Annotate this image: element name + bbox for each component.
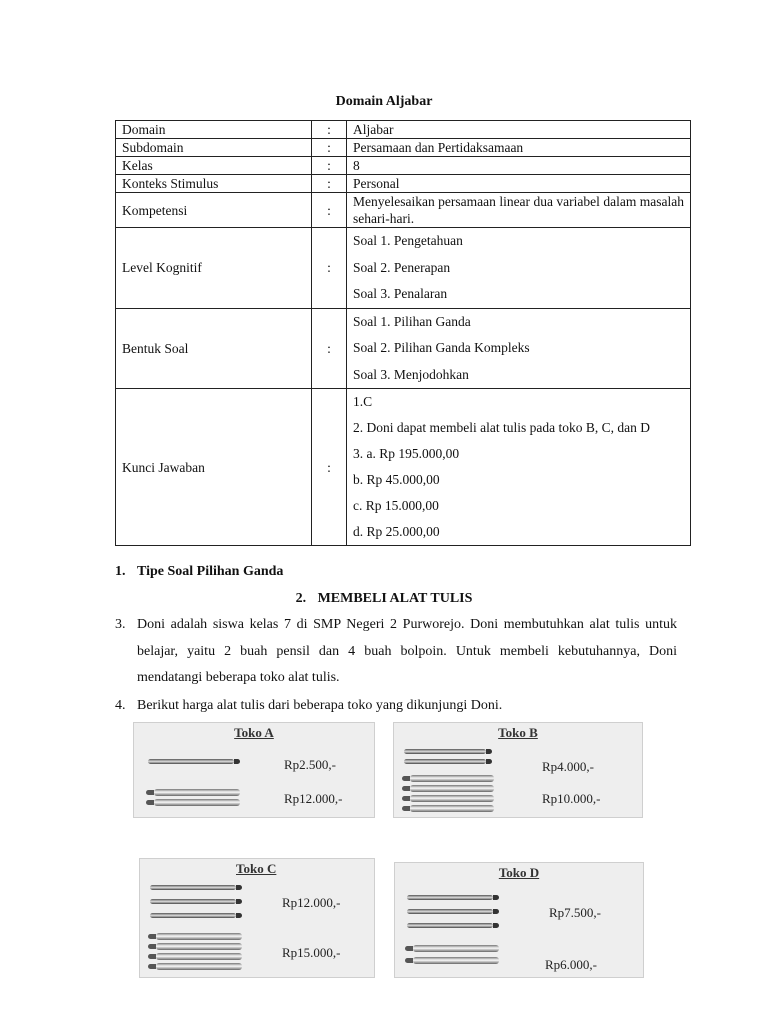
pencil-price: Rp2.500,- — [284, 757, 336, 772]
pen-icon — [154, 789, 240, 796]
colon: : — [312, 193, 347, 228]
shop-image-a — [133, 722, 375, 818]
shop-name: Toko D — [498, 865, 540, 880]
pen-icon — [410, 775, 494, 782]
colon: : — [312, 157, 347, 175]
section-number: 2. — [295, 591, 307, 606]
section-number: 1. — [115, 564, 126, 579]
table-value: Personal — [347, 175, 691, 193]
table-key: Kelas — [116, 157, 312, 175]
pen-icon — [156, 953, 242, 960]
table-key: Level Kognitif — [116, 228, 312, 309]
list-item: Soal 3. Penalaran — [353, 286, 448, 301]
pen-icon — [154, 799, 240, 806]
list-item: Soal 2. Penerapan — [353, 259, 451, 275]
colon: : — [312, 175, 347, 193]
table-row — [116, 139, 691, 157]
paragraph-4 — [115, 693, 677, 720]
pencil-icon — [150, 913, 236, 918]
item-number: 3. — [115, 617, 126, 632]
pen-icon — [156, 943, 242, 950]
pen-icon — [413, 957, 499, 964]
paragraph-text: Berikut harga alat tulis dari beberapa toko yang dikunjungi Doni. — [137, 698, 503, 713]
table-value — [347, 389, 691, 546]
list-item: b. Rp 45.000,00 — [353, 472, 440, 487]
shop-name: Toko B — [498, 725, 538, 740]
table-key: Kunci Jawaban — [116, 389, 312, 546]
list-item: 3. a. Rp 195.000,00 — [353, 446, 460, 461]
table-key: Konteks Stimulus — [116, 175, 312, 193]
paragraph-text: Doni adalah siswa kelas 7 di SMP Negeri 2 Purworejo. Doni membutuhkan alat tulis untuk belajar, yaitu 2 buah pensil dan 4 buah bolpoin. Untuk membeli kebutuhannya, Doni mendatangi beberapa toko alat tulis. — [137, 617, 677, 685]
colon: : — [312, 389, 347, 546]
table-row — [116, 308, 691, 389]
pencil-icon — [150, 899, 236, 904]
pen-icon — [410, 785, 494, 792]
pencil-icon — [150, 885, 236, 890]
shop-image-d — [394, 862, 644, 978]
table-key: Domain — [116, 121, 312, 139]
table-key: Subdomain — [116, 139, 312, 157]
list-item: 1.C — [353, 394, 373, 409]
pencil-icon — [407, 923, 493, 928]
colon: : — [312, 121, 347, 139]
table-key: Kompetensi — [116, 193, 312, 228]
colon: : — [312, 139, 347, 157]
domain-table — [115, 120, 691, 546]
pencil-icon — [407, 895, 493, 900]
pen-icon — [156, 933, 242, 940]
table-value: Aljabar — [347, 121, 691, 139]
list-item: Soal 3. Menjodohkan — [353, 366, 469, 382]
pencil-price: Rp7.500,- — [549, 905, 601, 920]
table-row — [116, 228, 691, 309]
colon: : — [312, 308, 347, 389]
list-item: Soal 1. Pengetahuan — [353, 233, 463, 248]
paragraph-3 — [115, 612, 677, 692]
page-title: Domain Aljabar — [335, 94, 433, 109]
table-value: Persamaan dan Pertidaksamaan — [347, 139, 691, 157]
pencil-icon — [407, 909, 493, 914]
shop-name: Toko A — [234, 725, 274, 740]
colon: : — [312, 228, 347, 309]
section-title: Tipe Soal Pilihan Ganda — [137, 564, 284, 579]
pen-price: Rp6.000,- — [545, 957, 597, 972]
pencil-price: Rp12.000,- — [282, 895, 341, 910]
list-item: c. Rp 15.000,00 — [353, 498, 439, 513]
pencil-icon — [404, 749, 486, 754]
pen-price: Rp12.000,- — [284, 791, 343, 806]
pencil-icon — [148, 759, 234, 764]
table-value — [347, 308, 691, 389]
table-row — [116, 389, 691, 546]
section-heading-2 — [0, 591, 768, 607]
pencil-price: Rp4.000,- — [542, 759, 594, 774]
pen-price: Rp15.000,- — [282, 945, 341, 960]
table-row — [116, 121, 691, 139]
shop-image-c — [139, 858, 375, 978]
table-row — [116, 193, 691, 228]
table-value: Menyelesaikan persamaan linear dua variabel dalam masalah sehari-hari. — [347, 193, 691, 228]
table-row — [116, 175, 691, 193]
table-value: 8 — [347, 157, 691, 175]
pencil-icon — [404, 759, 486, 764]
pen-icon — [156, 963, 242, 970]
list-item: 2. Doni dapat membeli alat tulis pada toko B, C, dan D — [353, 420, 650, 435]
pen-icon — [410, 805, 494, 812]
pen-icon — [413, 945, 499, 952]
table-value — [347, 228, 691, 309]
shop-name: Toko C — [236, 861, 277, 876]
table-key: Bentuk Soal — [116, 308, 312, 389]
item-number: 4. — [115, 698, 126, 713]
pen-price: Rp10.000,- — [542, 791, 601, 806]
pen-icon — [410, 795, 494, 802]
section-title: MEMBELI ALAT TULIS — [317, 591, 473, 606]
list-item: d. Rp 25.000,00 — [353, 524, 440, 539]
list-item: Soal 1. Pilihan Ganda — [353, 313, 471, 329]
shop-image-b — [393, 722, 643, 818]
table-row — [116, 157, 691, 175]
section-heading-1 — [115, 564, 283, 580]
list-item: Soal 2. Pilihan Ganda Kompleks — [353, 340, 530, 355]
